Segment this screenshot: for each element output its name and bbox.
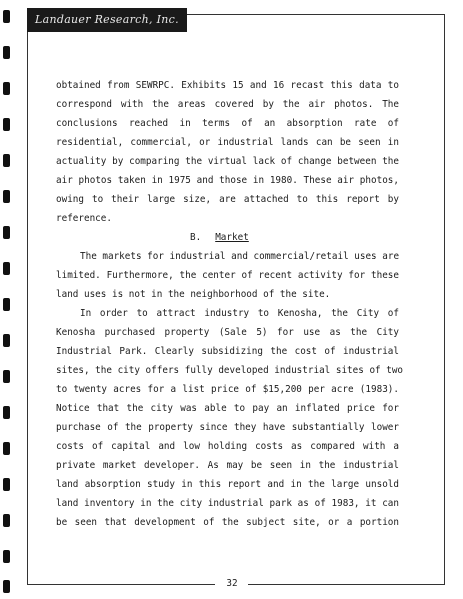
binder-hole [3,334,10,347]
page-frame-right [444,14,445,584]
page-frame-bottom-right [248,584,445,585]
body-line: reference. [56,213,112,224]
body-line: be seen that development of the subject site, or a portion [56,517,399,528]
body-line: limited. Furthermore, the center of recent activity for these [56,270,399,281]
binder-hole [3,262,10,275]
section-letter: B. [190,232,202,243]
body-line: private market developer. As may be seen in the industrial [56,460,399,471]
binder-hole [3,82,10,95]
body-line: conclusions reached in terms of an absorption rate of [56,118,399,129]
section-title: Market [215,232,249,243]
body-line: to twenty acres for a list price of $15,200 per acre (1983). [56,384,399,395]
body-line: air photos taken in 1975 and those in 1980. These air photos, [56,175,399,186]
body-line: sites, the city offers fully developed industrial sites of two [56,365,404,376]
body-line: land inventory in the city industrial park as of 1983, it can [56,498,399,509]
binder-hole [3,550,10,563]
body-line: purchase of the property since they have substantially lower [56,422,399,433]
binder-hole [3,226,10,239]
binder-hole [3,118,10,131]
body-line: land absorption study in this report and in the large unsold [56,479,399,490]
body-line: actuality by comparing the virtual lack of change between the [56,156,399,167]
section-heading [190,230,249,246]
binder-hole [3,478,10,491]
body-line: In order to attract industry to Kenosha, the City of [80,308,399,319]
binder-hole [3,442,10,455]
body-line: Kenosha purchased property (Sale 5) for use as the City [56,327,399,338]
page-frame-bottom-left [27,584,215,585]
company-logo: Landauer Research, Inc. [27,8,187,32]
binder-hole [3,10,10,23]
binder-hole [3,370,10,383]
binder-hole [3,406,10,419]
binder-hole [3,190,10,203]
body-line: Industrial Park. Clearly subsidizing the cost of industrial [56,346,399,357]
body-line: costs of capital and low holding costs as compared with a [56,441,399,452]
body-line: owing to their large size, are attached to this report by [56,194,399,205]
binder-hole [3,298,10,311]
binder-hole [3,514,10,527]
body-line: Notice that the city was able to pay an inflated price for [56,403,399,414]
page-number: 32 [216,576,248,592]
binder-hole [3,46,10,59]
binder-hole [3,154,10,167]
body-line: residential, commercial, or industrial lands can be seen in [56,137,399,148]
binder-hole [3,580,10,593]
body-line: The markets for industrial and commercial/retail uses are [80,251,400,262]
binder-hole-strip [0,0,18,599]
body-line: obtained from SEWRPC. Exhibits 15 and 16 recast this data to [56,80,399,91]
body-line: land uses is not in the neighborhood of the site. [56,289,331,300]
page-frame-left [27,14,28,584]
body-line: correspond with the areas covered by the air photos. The [56,99,399,110]
